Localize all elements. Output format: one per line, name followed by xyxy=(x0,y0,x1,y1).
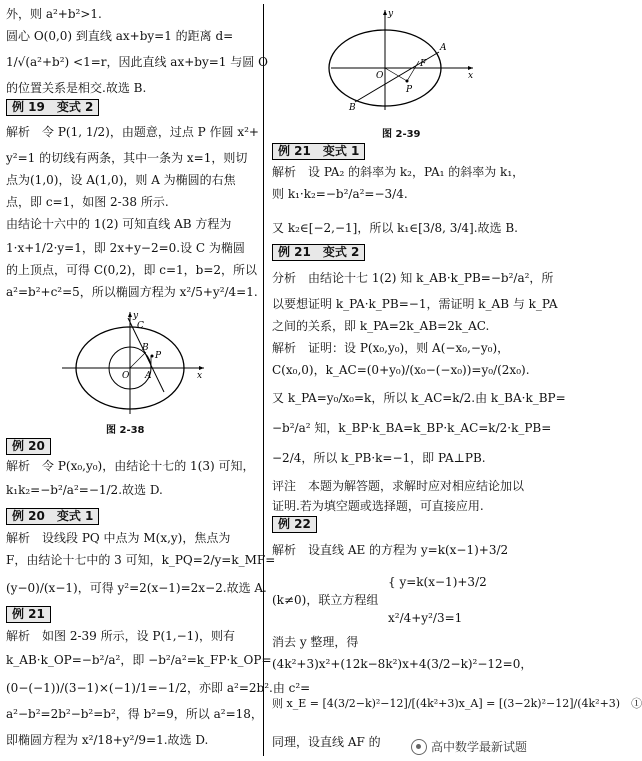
section-header: 例 20 变式 1 xyxy=(6,508,99,525)
segment-fp xyxy=(407,61,419,81)
text-line: 解析 令 P(1, 1/2)，由题意，过点 P 作圆 x²+ xyxy=(6,125,259,139)
text-line: k_AB·k_OP=−b²/a²，即 −b²/a²=k_FP·k_OP= xyxy=(6,653,272,667)
text-line: C(x₀,0)，k_AC=(0+y₀)/(x₀−(−x₀))=y₀/(2x₀). xyxy=(272,363,530,377)
point-p xyxy=(406,80,409,83)
label-p: P xyxy=(155,351,162,361)
text-line: 又 k₂∈[−2,−1]，所以 k₁∈[3/8, 3/4].故选 B. xyxy=(272,221,518,235)
label-y: y xyxy=(388,9,394,19)
text-line: 以要想证明 k_PA·k_PB=−1，需证明 k_AB 与 k_PA xyxy=(272,297,558,311)
text-line: −2/4，所以 k_PB·k=−1，即 PA⊥PB. xyxy=(272,451,486,465)
figure-caption: 图 2-39 xyxy=(382,129,421,140)
text-line: 解析 设 PA₂ 的斜率为 k₂，PA₁ 的斜率为 k₁， xyxy=(272,165,525,179)
label-o: O xyxy=(122,371,130,381)
text-line: 解析 设线段 PQ 中点为 M(x,y)，焦点为 xyxy=(6,531,231,545)
label-a: A xyxy=(440,43,447,53)
column-divider xyxy=(263,4,264,756)
text-line: (k≠0)，联立方程组 xyxy=(272,593,379,607)
segment-op xyxy=(130,352,146,368)
text-line: k₁k₂=−b²/a²=−1/2.故选 D. xyxy=(6,483,163,497)
text-line: 消去 y 整理，得 xyxy=(272,635,359,649)
text-line: y²=1 的切线有两条，其中一条为 x=1，则切 xyxy=(6,151,248,165)
figure-2-38 xyxy=(56,308,206,418)
text-line: x²/4+y²/3=1 xyxy=(388,611,463,625)
text-line: 又 k_PA=y₀/x₀=k，所以 k_AC=k/2.由 k_BA·k_BP= xyxy=(272,391,566,405)
text-line: F，由结论十七中的 3 可知，k_PQ=2/y=k_MF= xyxy=(6,553,276,567)
figure-2-39 xyxy=(327,6,477,112)
chord-ab xyxy=(355,52,439,102)
text-line: a²−b²=2b²−b²=b²，得 b²=9，所以 a²=18， xyxy=(6,707,263,721)
text-line: −b²/a² 知，k_BP·k_BA=k_BP·k_AC=k/2·k_PB= xyxy=(272,421,552,435)
label-c: C xyxy=(137,321,144,331)
segment-op xyxy=(385,68,407,81)
label-b: B xyxy=(142,343,149,353)
text-line: (0−(−1))/(3−1)×(−1)/1=−1/2，亦即 a²=2b².由 c²= xyxy=(6,681,311,695)
x-axis-arrow xyxy=(199,366,204,370)
text-line: 则 k₁·k₂=−b²/a²=−3/4. xyxy=(272,187,408,201)
text-line: 解析 设直线 AE 的方程为 y=k(x−1)+3/2 xyxy=(272,543,509,557)
label-y: y xyxy=(133,311,139,321)
section-header: 例 20 xyxy=(6,438,51,455)
label-x: x xyxy=(197,371,203,381)
text-line: 点为(1,0)，设 A(1,0)，则 A 为椭圆的右焦 xyxy=(6,173,236,187)
text-line: 评注 本题为解答题，求解时应对相应结论加以 xyxy=(272,479,525,493)
figure-caption: 图 2-38 xyxy=(106,425,145,436)
text-line: (y−0)/(x−1)，可得 y²=2(x−1)=2x−2.故选 A. xyxy=(6,581,267,595)
text-line: 的位置关系是相交.故选 B. xyxy=(6,81,147,95)
section-header: 例 19 变式 2 xyxy=(6,99,99,116)
point-p xyxy=(151,355,154,358)
text-line: 解析 令 P(x₀,y₀)，由结论十七的 1(3) 可知， xyxy=(6,459,255,473)
text-line: 则 x_E = [4(3/2−k)²−12]/[(4k²+3)x_A] = [(3−2k)²−12]/(4k²+3) ① xyxy=(272,697,642,710)
text-line: 的上顶点，可得 C(0,2)，即 c=1，b=2，所以 xyxy=(6,263,258,277)
text-line: 1/√(a²+b²) <1=r，因此直线 ax+by=1 与圆 O xyxy=(6,55,268,69)
text-line: 证明.若为填空题或选择题，可直接应用. xyxy=(272,499,484,513)
label-o: O xyxy=(376,71,384,81)
text-line: 即椭圆方程为 x²/18+y²/9=1.故选 D. xyxy=(6,733,209,747)
text-line: 解析 证明：设 P(x₀,y₀)，则 A(−x₀,−y₀)， xyxy=(272,341,510,355)
x-axis-arrow xyxy=(468,66,473,70)
text-line: 分析 由结论十七 1(2) 知 k_AB·k_PB=−b²/a²，所 xyxy=(272,271,554,285)
text-line: 之间的关系，即 k_PA=2k_AB=2k_AC. xyxy=(272,319,490,333)
wechat-icon xyxy=(411,739,427,755)
text-line: a²=b²+c²=5，所以椭圆方程为 x²/5+y²/4=1. xyxy=(6,285,258,299)
section-header: 例 21 xyxy=(6,606,51,623)
text-line: 点，即 c=1，如图 2-38 所示. xyxy=(6,195,169,209)
text-line: { y=k(x−1)+3/2 xyxy=(388,575,487,589)
watermark-text: 高中数学最新试题 xyxy=(430,740,527,754)
label-x: x xyxy=(468,71,474,81)
section-header: 例 21 变式 2 xyxy=(272,244,365,261)
text-line: 解析 如图 2-39 所示，设 P(1,−1)，则有 xyxy=(6,629,235,643)
text-line: (4k²+3)x²+(12k−8k²)x+4(3/2−k)²−12=0， xyxy=(272,657,533,671)
y-axis-arrow xyxy=(128,312,132,317)
y-axis-arrow xyxy=(383,10,387,15)
section-header: 例 21 变式 1 xyxy=(272,143,365,160)
label-f: F xyxy=(420,59,427,69)
label-p: P xyxy=(406,85,413,95)
watermark xyxy=(411,738,527,755)
text-line: 1·x+1/2·y=1，即 2x+y−2=0.设 C 为椭圆 xyxy=(6,241,245,255)
text-line: 同理，设直线 AF 的 xyxy=(272,735,381,749)
label-a: A xyxy=(145,371,152,381)
label-b: B xyxy=(349,103,356,113)
text-line: 由结论十六中的 1(2) 可知直线 AB 方程为 xyxy=(6,217,232,231)
text-line: 外，则 a²+b²>1. xyxy=(6,7,102,21)
section-header: 例 22 xyxy=(272,516,317,533)
text-line: 圆心 O(0,0) 到直线 ax+by=1 的距离 d= xyxy=(6,29,234,43)
